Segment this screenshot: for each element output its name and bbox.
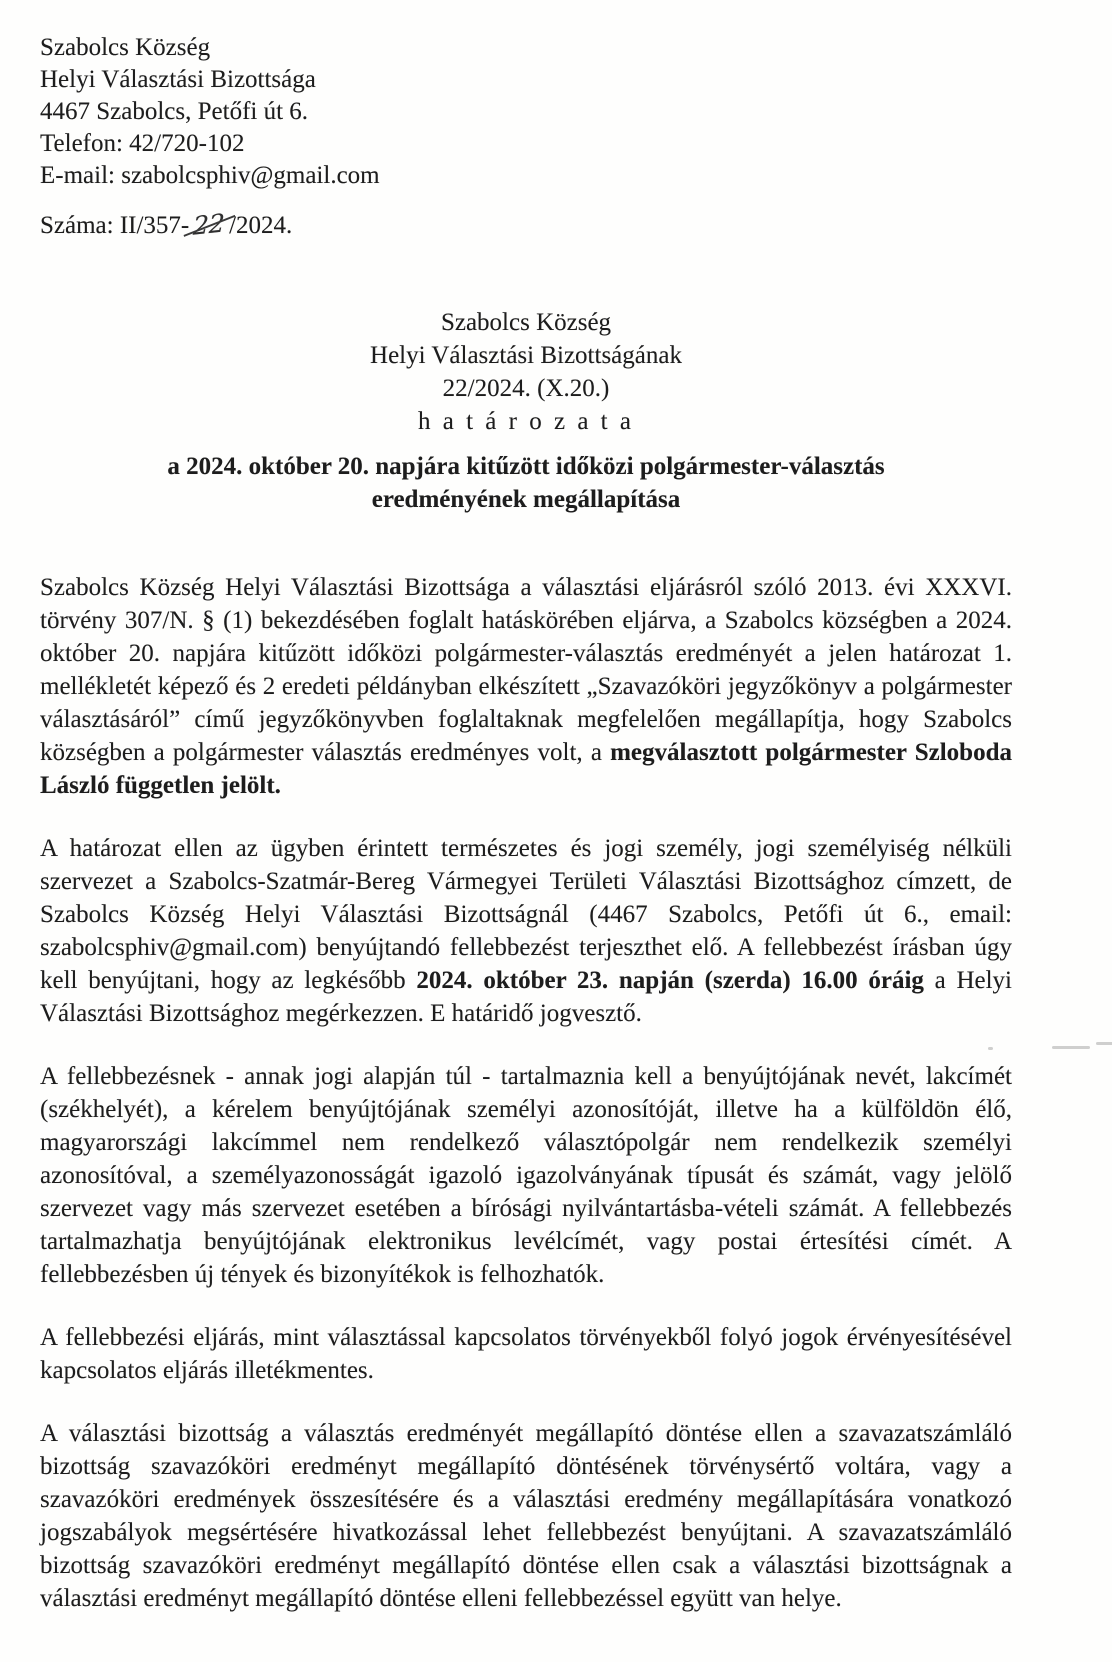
decision-subject (40, 450, 1012, 516)
decision-committee-name: Helyi Választási Bizottságának (370, 342, 682, 369)
decision-title-block (40, 306, 1012, 438)
scan-artifact-dash (1096, 1042, 1112, 1045)
letterhead-org-name: Szabolcs Község (40, 34, 211, 61)
decision-org-name: Szabolcs Község (440, 309, 612, 336)
paragraph-result-text: Szabolcs Község Helyi Választási Bizottsága a választási eljárásról szóló 2013. évi XXXVI. törvény 307/N. § (1) bekezdésében foglalt hatáskörében eljárva, a Szabolcs községben a 2024. október 20. napjára kitűzött időközi polgármester-választás eredményét a jelen határozat 1. mellékletét képező és 2 eredeti példányban elkészített „Szavazóköri jegyzőkönyv a polgármester választásáról” című jegyzőkönyvben foglaltaknak megfelelően megállapítja, hogy Szabolcs községben a polgármester választás eredményes volt, a (40, 574, 1012, 766)
paragraph-result (40, 571, 1012, 802)
decision-number: 22/2024. (X.20.) (442, 375, 610, 402)
scan-artifact-dash (1052, 1046, 1090, 1049)
decision-body (40, 571, 1012, 1615)
letterhead-committee-name: Helyi Választási Bizottsága (40, 66, 316, 93)
decision-subject-line-2: eredményének megállapítása (371, 486, 681, 513)
paragraph-result-elected-mayor-bold: megválasztott polgármester Szloboda László független jelölt. (40, 739, 1012, 799)
letterhead (40, 32, 1012, 192)
case-number-suffix: /2024. (229, 212, 293, 239)
case-number-prefix: Száma: II/357- (40, 212, 190, 239)
paragraph-appeal-route-text-1: A határozat ellen az ügyben érintett természetes és jogi személy, jogi személyiség nélküli szervezet a Szabolcs-Szatmár-Bereg Vármegyei Területi Választási Bizottsághoz címzett, de Szabolcs Község Helyi Választási Bizottságnál (4467 Szabolcs, Petőfi út 6., email: szabolcsphiv@gmail.com) benyújtandó fellebbezést terjeszthet elő. A fellebbezést írásban úgy kell benyújtani, hogy az legkésőbb (40, 835, 1012, 994)
paragraph-appeal-route (40, 832, 1012, 1030)
decision-word-hatarozata: h a t á r o z a t a (418, 408, 634, 435)
paragraph-appeal-route-text-2: a Helyi Választási Bizottsághoz megérkezzen. E határidő jogvesztő. (40, 967, 1012, 1027)
case-number-struck-handwritten: 22 (189, 206, 230, 243)
paragraph-fee-exemption: A fellebbezési eljárás, mint választással kapcsolatos törvényekből folyó jogok érvényesítésével kapcsolatos eljárás illetékmentes. (40, 1324, 1012, 1384)
letterhead-phone: Telefon: 42/720-102 (40, 130, 245, 157)
case-number-line (40, 208, 1012, 242)
scan-artifact-dot (988, 1047, 993, 1050)
letterhead-address: 4467 Szabolcs, Petőfi út 6. (40, 98, 309, 125)
letterhead-email: E-mail: szabolcsphiv@gmail.com (40, 162, 380, 189)
paragraph-appeal-content-requirements: A fellebbezésnek - annak jogi alapján túl - tartalmaznia kell a benyújtójának nevét, lakcímét (székhelyét), a kérelem benyújtójának személyi azonosítóját, illetve ha a külföldön élő, magyarországi lakcímmel nem rendelkező választópolgár nem rendelkezik személyi azonosítóval, a személyazonosságát igazoló igazolványának típusát és számát, vagy jelölő szervezet vagy más szervezet esetében a bírósági nyilvántartásba-vételi számát. A fellebbezés tartalmazhatja benyújtójának elektronikus levélcímét, vagy postai értesítési címét. A fellebbezésben új tények és bizonyítékok is felhozhatók. (40, 1063, 1012, 1288)
paragraph-appeal-grounds: A választási bizottság a választás eredményét megállapító döntése ellen a szavazatszámláló bizottság szavazóköri eredményt megállapító döntésének törvénysértő voltára, vagy a szavazóköri eredmények összesítésére és a választási eredmény megállapítására vonatkozó jogszabályok megsértésére hivatkozással lehet fellebbezést benyújtani. A szavazatszámláló bizottság szavazóköri eredményt megállapító döntése ellen csak a választási bizottságnak a választási eredményt megállapító döntése elleni fellebbezéssel együtt van helye. (40, 1420, 1012, 1612)
decision-subject-line-1: a 2024. október 20. napjára kitűzött időközi polgármester-választás (167, 453, 885, 480)
paragraph-appeal-deadline-bold: 2024. október 23. napján (szerda) 16.00 óráig (416, 967, 924, 994)
